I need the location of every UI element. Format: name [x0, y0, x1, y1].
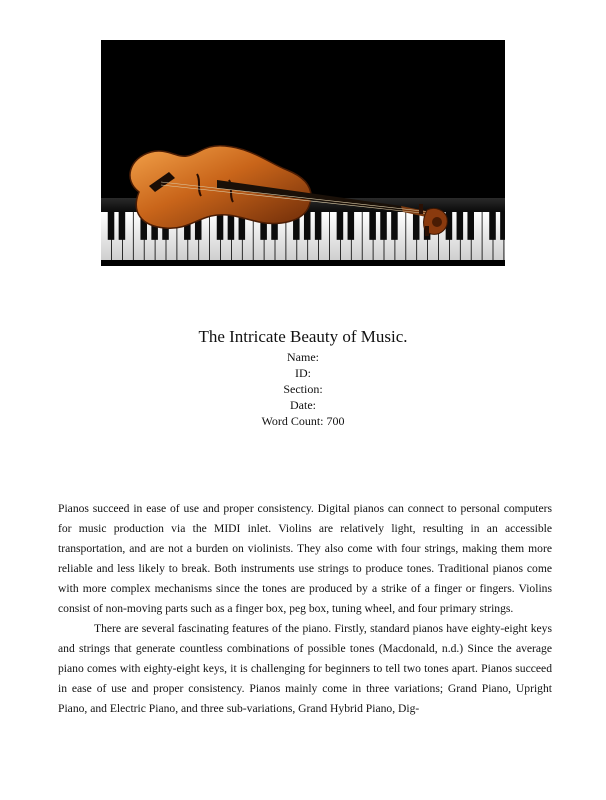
id-field: ID:: [295, 366, 311, 380]
piano-black-key: [457, 212, 464, 240]
date-field: Date:: [290, 398, 316, 412]
piano-black-key: [489, 212, 496, 240]
piano-black-key: [380, 212, 387, 240]
piano-black-key: [119, 212, 126, 240]
piano-black-key: [108, 212, 115, 240]
piano-black-key: [500, 212, 505, 240]
piano-black-key: [413, 212, 420, 240]
piano-black-key: [304, 212, 311, 240]
title-block: [0, 326, 606, 429]
paragraph: There are several fascinating features of the piano. Firstly, standard pianos have eighty-eight keys and strings that generate countless combinations of possible tones (Macdonald, n.d.) Since the average piano comes with eighty-eight keys, it is challenging for beginners to tell two tones apart. Pianos succeed in ease of use and proper consistency. Pianos mainly come in three variations; Grand Piano, Upright Piano, and Electric Piano, and three sub-variations, Grand Hybrid Piano, Dig-: [58, 622, 552, 715]
piano-black-key: [391, 212, 398, 240]
paragraph: Pianos succeed in ease of use and proper consistency. Digital pianos can connect to personal computers for music production via the MIDI inlet. Violins are relatively light, resulting in an accessible transportation, and are not a burden on violinists. They also come with four strings, making them more reliable and less likely to break. Both instruments use strings to produce tones. Traditional pianos come with more complex mechanisms since the tones are produced by a strike of a finger or fingers. Violins consist of non-moving parts such as a finger box, peg box, tuning wheel, and four primary strings.: [58, 502, 552, 615]
body-text: [58, 499, 552, 719]
piano-black-key: [467, 212, 474, 240]
name-field: Name:: [287, 350, 319, 364]
violin-on-piano-photo: [101, 40, 505, 266]
piano-black-key: [337, 212, 344, 240]
piano-black-key: [315, 212, 322, 240]
word-count: Word Count: 700: [261, 414, 345, 428]
piano-black-key: [369, 212, 376, 240]
document-title: The Intricate Beauty of Music.: [198, 327, 408, 346]
piano-black-key: [217, 212, 224, 240]
piano-black-key: [348, 212, 355, 240]
section-field: Section:: [283, 382, 323, 396]
